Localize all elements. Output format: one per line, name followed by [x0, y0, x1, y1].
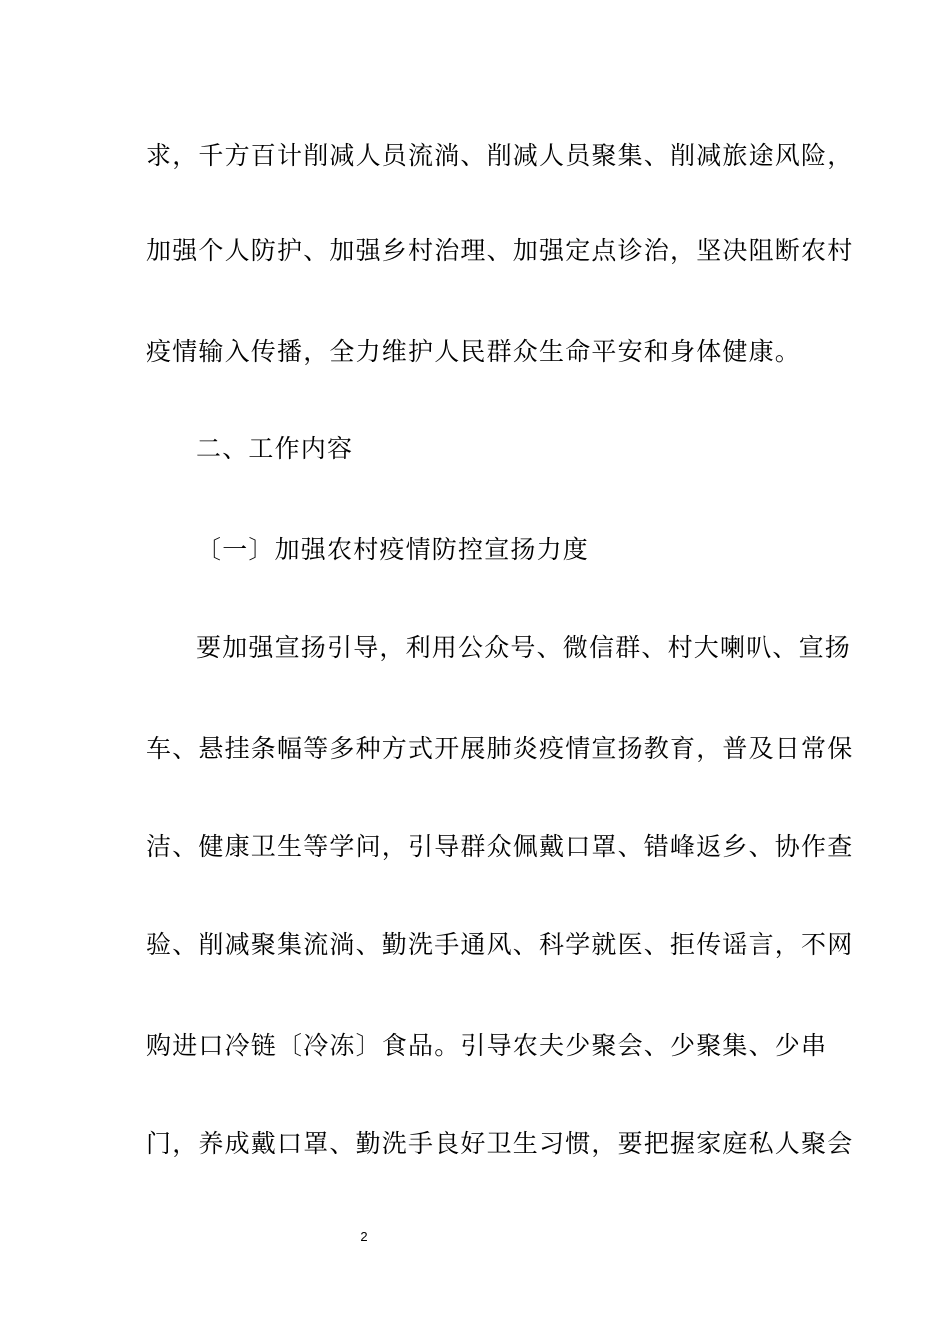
paragraph-line-8: 购进口冷链〔冷冻〕食品。引导农夫少聚会、少聚集、少串	[146, 1031, 828, 1060]
section-heading: 二、工作内容	[196, 434, 354, 463]
paragraph-line-9: 门，养成戴口罩、勤洗手良好卫生习惯，要把握家庭私人聚会	[146, 1129, 854, 1158]
subsection-heading: 〔一〕加强农村疫情防控宣扬力度	[196, 535, 590, 564]
paragraph-line-1: 求，千方百计削减人员流淌、削减人员聚集、削减旅途风险，	[146, 141, 854, 170]
paragraph-line-2: 加强个人防护、加强乡村治理、加强定点诊治，坚决阻断农村	[146, 236, 854, 265]
page-number: 2	[360, 1229, 368, 1244]
paragraph-line-4: 要加强宣扬引导，利用公众号、微信群、村大喇叭、宣扬	[196, 633, 852, 662]
paragraph-line-5: 车、悬挂条幅等多种方式开展肺炎疫情宣扬教育，普及日常保	[146, 734, 854, 763]
paragraph-line-3: 疫情输入传播，全力维护人民群众生命平安和身体健康。	[146, 337, 802, 366]
paragraph-line-6: 洁、健康卫生等学问，引导群众佩戴口罩、错峰返乡、协作查	[146, 832, 854, 861]
paragraph-line-7: 验、削减聚集流淌、勤洗手通风、科学就医、拒传谣言，不网	[146, 930, 854, 959]
